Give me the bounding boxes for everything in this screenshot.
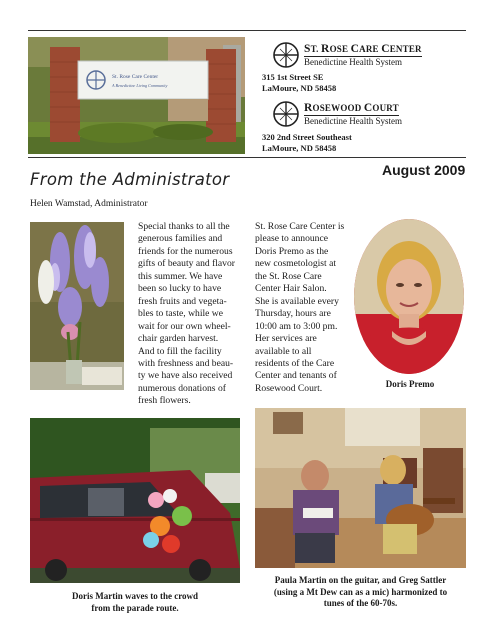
text-line: St. Rose Care Center is — [255, 221, 345, 232]
text-line: Center and tenants of — [255, 370, 337, 382]
name-cap: C — [350, 43, 360, 55]
sign-photo — [28, 37, 245, 154]
name-cap: C — [363, 102, 373, 114]
text-line: with freshness and beau- — [138, 357, 234, 369]
issue-date: August 2009 — [382, 162, 466, 178]
music-caption — [255, 575, 466, 610]
text-line: Center Hair Salon. — [255, 283, 327, 295]
flowers-photo — [30, 222, 124, 390]
caption-line: from the parade route. — [91, 602, 179, 613]
text-line: generous families and — [138, 233, 223, 245]
text-line: been so lucky to have — [138, 283, 222, 295]
text-line: bles to taste, while we — [138, 308, 223, 320]
text-line: And to fill the facility — [138, 345, 222, 357]
section-rule — [28, 157, 466, 158]
text-line: residents of the Care — [255, 357, 335, 369]
benedictine-cross-logo-icon-2 — [271, 99, 301, 129]
caption-line: Paula Martin on the guitar, and Greg Sattler — [274, 575, 447, 585]
facility-2-address-line1: 320 2nd Street Southeast — [262, 132, 352, 142]
name-small: ENTER — [389, 44, 422, 54]
name-cap: R — [304, 102, 313, 114]
text-line: please to announce — [255, 233, 328, 245]
text-line: wait for our own wheel- — [138, 320, 231, 332]
facility-1-address-line2: LaMoure, ND 58458 — [262, 83, 337, 93]
section-title: From the Administrator — [30, 170, 230, 189]
top-rule — [28, 30, 466, 31]
name-cap: C — [381, 43, 390, 55]
parade-photo — [30, 418, 240, 583]
portrait-photo — [354, 219, 464, 374]
text-line: Rosewood Court. — [255, 382, 323, 394]
facility-1-subtitle: Benedictine Health System — [304, 57, 402, 67]
text-line: Special thanks to all the — [138, 221, 230, 232]
text-line: new cosmetologist at — [255, 258, 336, 270]
name-small: ARE — [359, 44, 382, 54]
text-line: 10:00 am to 3:00 pm. — [255, 320, 338, 332]
byline: Helen Wamstad, Administrator — [30, 199, 148, 209]
sign-text-line2: A Benedictine Living Community — [112, 83, 168, 88]
text-line: Thursday, hours are — [255, 308, 331, 320]
benedictine-cross-logo-icon — [271, 40, 301, 70]
name-cap: R — [321, 43, 330, 55]
text-line: Her services are — [255, 333, 317, 345]
facility-1-name — [304, 43, 422, 57]
text-line: She is available every — [255, 295, 339, 307]
music-photo — [255, 408, 466, 568]
name-small: T. — [310, 44, 322, 54]
text-line: ty we have also received — [138, 370, 233, 382]
facility-2-subtitle: Benedictine Health System — [304, 116, 402, 126]
article-column-2 — [255, 221, 344, 395]
sign-text-line1: St. Rose Care Center — [112, 74, 159, 80]
text-line: the St. Rose Care — [255, 270, 322, 282]
text-line: fresh fruits and vegeta- — [138, 295, 227, 307]
name-small: OSEWOOD — [312, 103, 364, 113]
name-small: OSE — [329, 44, 351, 54]
name-small: OURT — [372, 103, 399, 113]
caption-line: Doris Martin waves to the crowd — [71, 591, 199, 601]
caption-line: tunes of the 60-70s. — [323, 598, 398, 608]
facility-2-name — [304, 102, 399, 116]
text-line: fresh flowers. — [138, 395, 191, 407]
facility-1-address-line1: 315 1st Street SE — [262, 72, 324, 82]
text-line: available to all — [255, 345, 312, 357]
name-cap: S — [304, 43, 311, 55]
text-line: numerous donations of — [138, 382, 226, 394]
text-line: Doris Premo as the — [255, 245, 329, 257]
text-line: friends for the numerous — [138, 245, 233, 257]
text-line: chair garden harvest. — [138, 333, 219, 345]
portrait-caption: Doris Premo — [385, 379, 435, 389]
text-line: this summer. We have — [138, 270, 223, 282]
text-line: gifts of beauty and flavor — [138, 258, 235, 270]
facility-2-address-line2: LaMoure, ND 58458 — [262, 143, 337, 153]
parade-caption — [30, 591, 240, 614]
article-column-1 — [138, 221, 235, 408]
caption-line: (using a Mt Dew can as a mic) harmonized to — [273, 586, 448, 597]
